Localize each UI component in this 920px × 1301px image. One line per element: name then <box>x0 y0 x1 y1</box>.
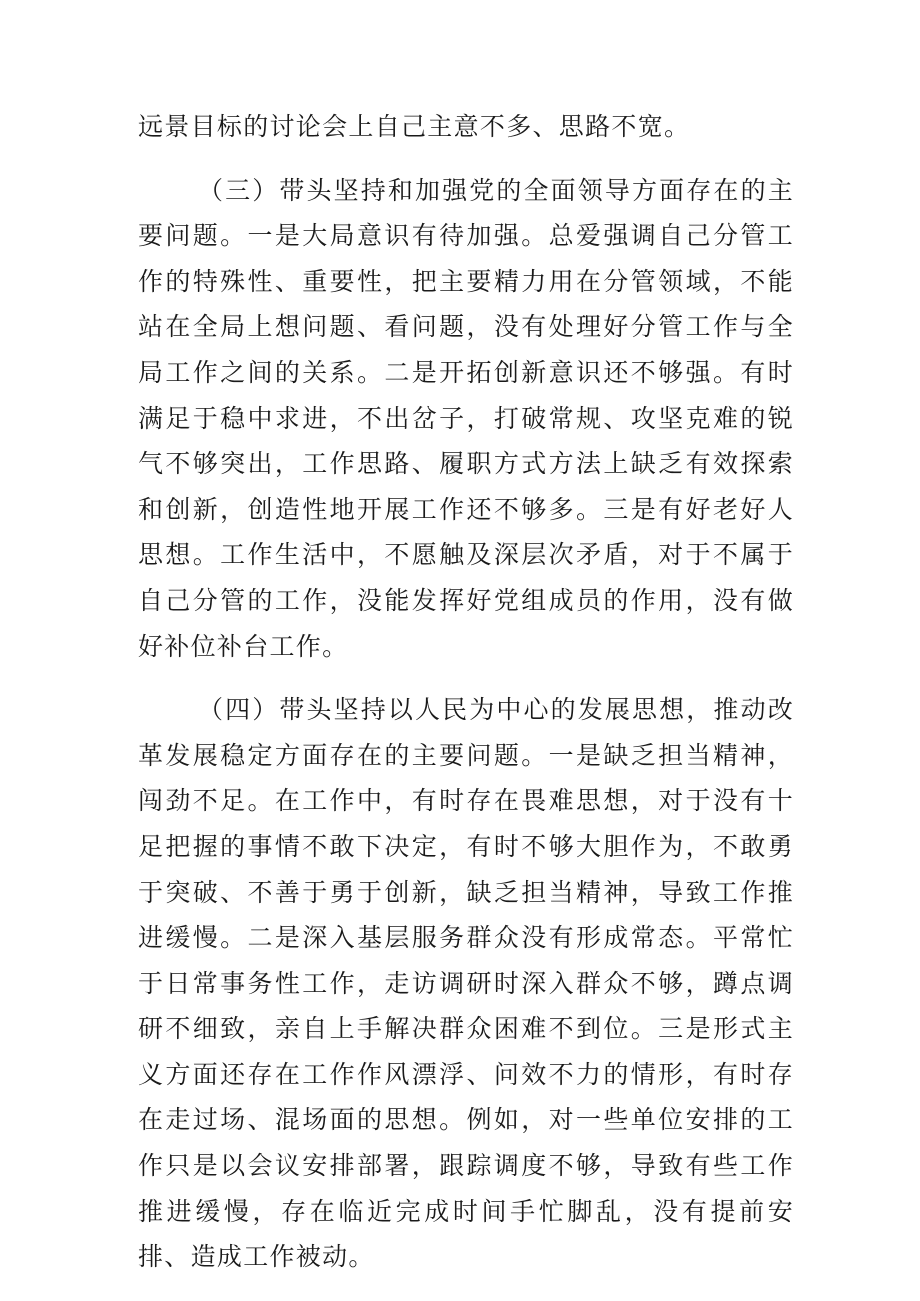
paragraph-section-four: （四）带头坚持以人民为中心的发展思想，推动改革发展稳定方面存在的主要问题。一是缺乏担当精神，闯劲不足。在工作中，有时存在畏难思想，对于没有十足把握的事情不敢下决定，有时不够大胆作为，不敢勇于突破、不善于勇于创新，缺乏担当精神，导致工作推进缓慢。二是深入基层服务群众没有形成常态。平常忙于日常事务性工作，走访调研时深入群众不够，蹲点调研不细致，亲自上手解决群众困难不到位。三是形式主义方面还存在工作作风漂浮、问效不力的情形，有时存在走过场、混场面的思想。例如，对一些单位安排的工作只是以会议安排部署，跟踪调度不够，导致有些工作推进缓慢，存在临近完成时间手忙脚乱，没有提前安排、造成工作被动。 <box>138 695 794 1272</box>
paragraph-continuation: 远景目标的讨论会上自己主意不多、思路不宽。 <box>138 112 691 141</box>
paragraph-section-three: （三）带头坚持和加强党的全面领导方面存在的主要问题。一是大局意识有待加强。总爱强调自己分管工作的特殊性、重要性，把主要精力用在分管领域，不能站在全局上想问题、看问题，没有处理好分管工作与全局工作之间的关系。二是开拓创新意识还不够强。有时满足于稳中求进，不出岔子，打破常规、攻坚克难的锐气不够突出，工作思路、履职方式方法上缺乏有效探索和创新，创造性地开展工作还不够多。三是有好老好人思想。工作生活中，不愿触及深层次矛盾，对于不属于自己分管的工作，没能发挥好党组成员的作用，没有做好补位补台工作。 <box>138 175 794 661</box>
document-body <box>138 104 794 1280</box>
